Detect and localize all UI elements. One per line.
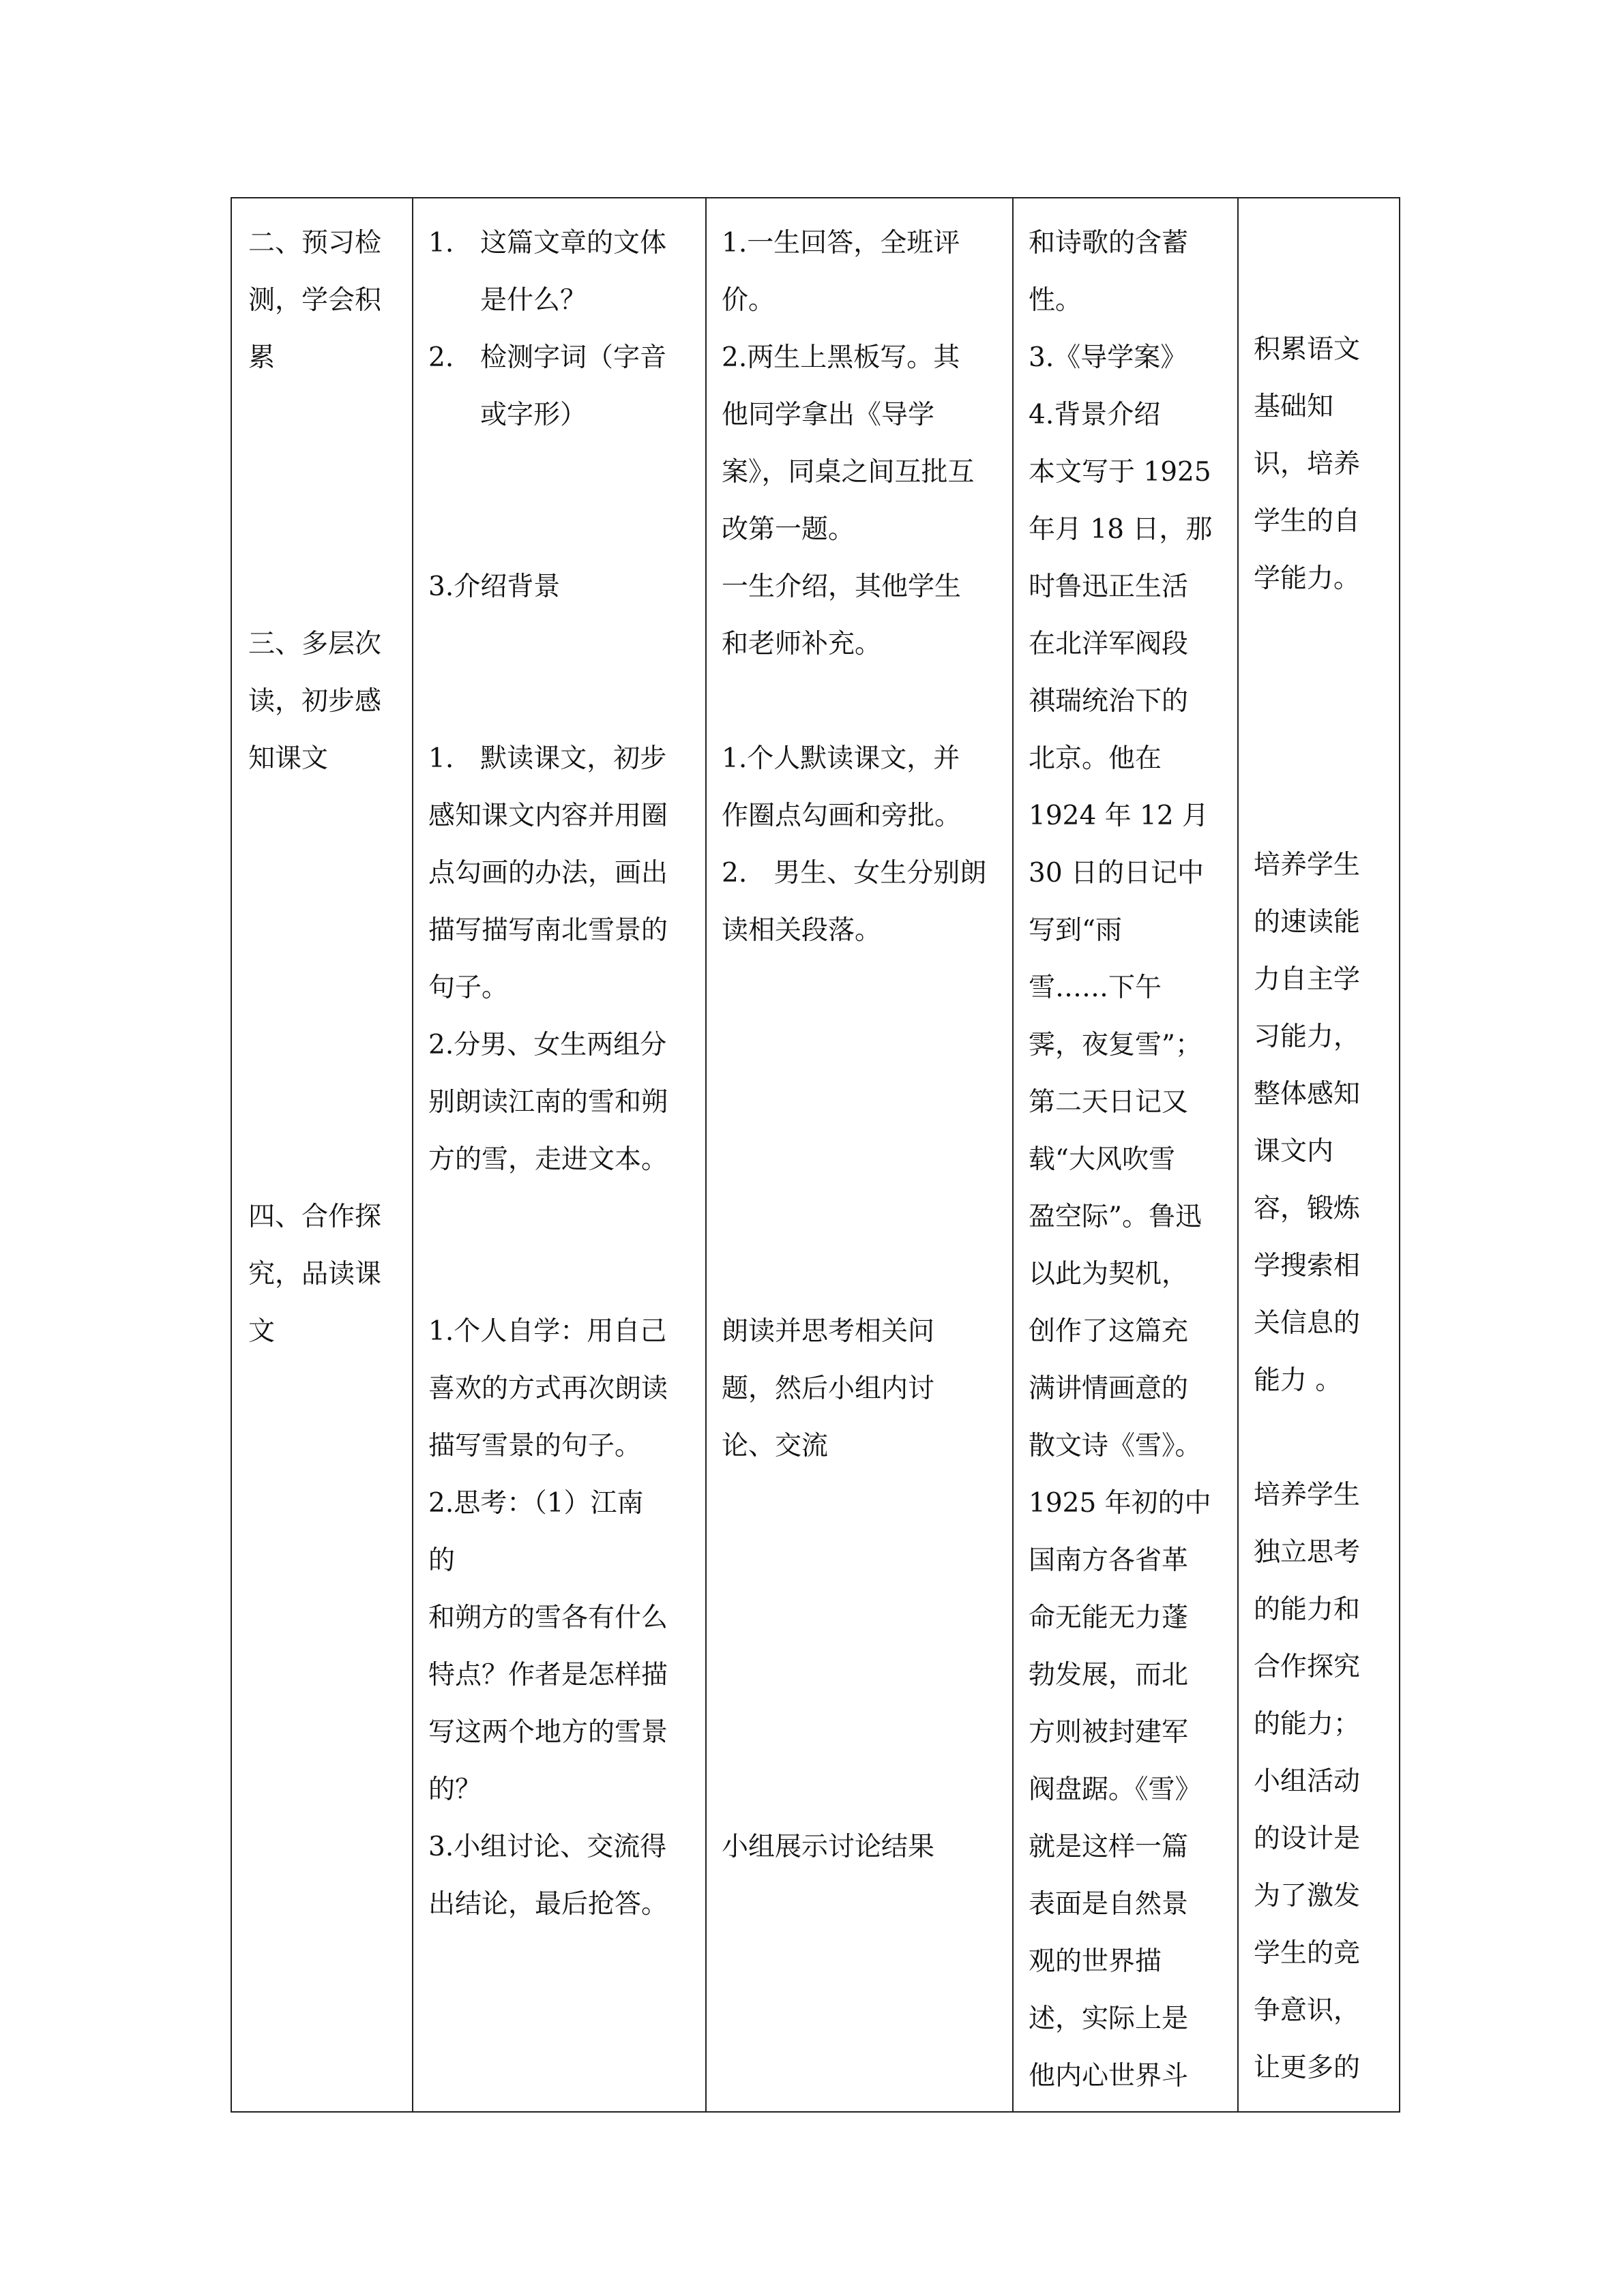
background-line: 以此为契机， [1029, 1259, 1189, 1289]
intent-line: 能力 。 [1254, 1365, 1342, 1396]
activity-line: 的 [428, 1545, 456, 1576]
stage-heading: 测，学会积 [248, 285, 382, 316]
background-line: 表面是自然景 [1029, 1889, 1189, 1920]
stage-heading: 三、多层次 [248, 629, 382, 659]
activity-line: 别朗读江南的雪和朔 [428, 1087, 668, 1118]
background-line: 国南方各省革 [1029, 1545, 1189, 1576]
background-line: 散文诗《雪》。 [1029, 1431, 1202, 1461]
intent-line: 识，培养 [1254, 449, 1361, 479]
stage-heading: 知课文 [248, 743, 329, 774]
activity-line: 描写雪景的句子。 [428, 1431, 642, 1461]
activity-line: 2.思考：（1）江南 [428, 1488, 644, 1519]
activity-line: 出结论，最后抢答。 [428, 1889, 668, 1920]
activity-line: 点勾画的办法，画出 [428, 858, 668, 889]
background-line: 1924 年 12 月 [1029, 801, 1209, 831]
intent-line: 独立思考 [1254, 1537, 1361, 1568]
student-line: 论、交流 [722, 1431, 829, 1461]
student-line: 价。 [722, 285, 776, 316]
intent-line: 基础知 [1254, 391, 1334, 422]
student-line: 案》，同桌之间互批互 [722, 457, 975, 488]
background-line: 3.《导学案》 [1029, 342, 1187, 373]
intent-line: 的能力； [1254, 1709, 1361, 1740]
background-line: 满讲情画意的 [1029, 1373, 1189, 1404]
activity-line: 是什么？ [480, 285, 587, 316]
student-line: 2.两生上黑板写。其 [722, 342, 960, 373]
background-line: 年月 18 日，那 [1029, 514, 1213, 545]
stage-column [248, 215, 381, 1360]
student-line: 1.个人默读课文，并 [722, 743, 960, 774]
teacher-activity-column [428, 215, 668, 1933]
stage-heading: 读，初步感 [248, 686, 382, 717]
activity-line: 方的雪，走进文本。 [428, 1144, 668, 1175]
background-line: 载“大风吹雪 [1029, 1144, 1175, 1175]
activity-line: 特点？作者是怎样描 [428, 1660, 668, 1690]
activity-line: 2. 检测字词（字音 [428, 342, 667, 373]
activity-line: 感知课文内容并用圈 [428, 801, 668, 831]
activity-line: 句子。 [428, 972, 509, 1003]
background-line: 时鲁迅正生活 [1029, 571, 1189, 602]
student-line: 一生介绍，其他学生 [722, 571, 962, 602]
intent-line: 让更多的 [1254, 2053, 1361, 2083]
activity-line: 描写描写南北雪景的 [428, 915, 668, 946]
activity-line: 2.分男、女生两组分 [428, 1030, 667, 1060]
intent-line: 培养学生 [1254, 850, 1361, 880]
background-line: 和诗歌的含蓄 [1029, 228, 1189, 258]
design-intent-column [1254, 321, 1360, 2097]
background-line: 霁，夜复雪”； [1029, 1030, 1202, 1060]
student-line: 和老师补充。 [722, 629, 882, 659]
intent-line: 的设计是 [1254, 1823, 1361, 1854]
background-line: 创作了这篇充 [1029, 1316, 1189, 1347]
activity-line: 1.个人自学：用自己 [428, 1316, 667, 1347]
intent-line: 的速读能 [1254, 907, 1361, 938]
activity-line: 1. 这篇文章的文体 [428, 228, 667, 258]
intent-line: 培养学生 [1254, 1480, 1361, 1510]
background-line: 北京。他在 [1029, 743, 1162, 774]
background-line: 30 日的日记中 [1029, 858, 1205, 889]
background-line: 命无能无力蓬 [1029, 1602, 1189, 1633]
activity-line: 或字形） [480, 400, 587, 430]
background-line: 在北洋军阀段 [1029, 629, 1189, 659]
intent-line: 为了激发 [1254, 1881, 1361, 1911]
stage-heading: 四、合作探 [248, 1202, 382, 1232]
intent-line: 的能力和 [1254, 1594, 1361, 1625]
column-divider [1012, 198, 1014, 2111]
column-divider [412, 198, 413, 2111]
intent-line: 学生的自 [1254, 506, 1361, 537]
intent-line: 学能力。 [1254, 563, 1361, 594]
student-line: 2. 男生、女生分别朗 [722, 858, 987, 889]
activity-line: 的？ [428, 1774, 482, 1805]
intent-line: 合作探究 [1254, 1652, 1361, 1682]
student-line: 读相关段落。 [722, 915, 882, 946]
background-line: 写到“雨 [1029, 915, 1122, 946]
activity-line: 和朔方的雪各有什么 [428, 1602, 668, 1633]
stage-heading: 究，品读课 [248, 1259, 382, 1289]
background-column [1029, 215, 1212, 2105]
student-line: 1.一生回答，全班评 [722, 228, 960, 258]
activity-line: 喜欢的方式再次朗读 [428, 1373, 668, 1404]
background-line: 1925 年初的中 [1029, 1488, 1211, 1519]
intent-line: 习能力， [1254, 1022, 1361, 1052]
column-divider [1237, 198, 1239, 2111]
intent-line: 小组活动 [1254, 1766, 1361, 1797]
stage-heading: 文 [248, 1316, 276, 1347]
student-line: 题，然后小组内讨 [722, 1373, 935, 1404]
activity-line: 1. 默读课文，初步 [428, 743, 667, 774]
intent-line: 学搜索相 [1254, 1251, 1361, 1281]
student-activity-column [722, 215, 986, 1876]
activity-line: 3.介绍背景 [428, 571, 561, 602]
background-line: 本文写于 1925 [1029, 457, 1211, 488]
stage-heading: 二、预习检 [248, 228, 382, 258]
intent-line: 力自主学 [1254, 964, 1361, 995]
student-line: 作圈点勾画和旁批。 [722, 801, 962, 831]
column-divider [705, 198, 707, 2111]
student-line: 改第一题。 [722, 514, 855, 545]
background-line: 述，实际上是 [1029, 2003, 1189, 2034]
intent-line: 关信息的 [1254, 1308, 1361, 1339]
background-line: 观的世界描 [1029, 1946, 1162, 1977]
background-line: 阀盘踞。《雪》 [1029, 1774, 1202, 1805]
background-line: 雪……下午 [1029, 972, 1162, 1003]
student-line: 朗读并思考相关问 [722, 1316, 935, 1347]
intent-line: 积累语文 [1254, 334, 1361, 365]
lesson-plan-table [231, 197, 1400, 2113]
background-line: 4.背景介绍 [1029, 400, 1161, 430]
activity-line: 3.小组讨论、交流得 [428, 1832, 667, 1862]
background-line: 他内心世界斗 [1029, 2061, 1189, 2091]
background-line: 方则被封建军 [1029, 1717, 1189, 1748]
background-line: 就是这样一篇 [1029, 1832, 1189, 1862]
student-line: 小组展示讨论结果 [722, 1832, 935, 1862]
activity-line: 写这两个地方的雪景 [428, 1717, 668, 1748]
background-line: 第二天日记又 [1029, 1087, 1189, 1118]
intent-line: 整体感知 [1254, 1079, 1361, 1109]
intent-line: 容，锻炼 [1254, 1193, 1361, 1224]
stage-heading: 累 [248, 342, 276, 373]
background-line: 盈空际”。鲁迅 [1029, 1202, 1202, 1232]
student-line: 他同学拿出《导学 [722, 400, 935, 430]
intent-line: 争意识， [1254, 1995, 1361, 2026]
background-line: 祺瑞统治下的 [1029, 686, 1189, 717]
background-line: 勃发展，而北 [1029, 1660, 1189, 1690]
background-line: 性。 [1029, 285, 1082, 316]
intent-line: 课文内 [1254, 1136, 1334, 1167]
intent-line: 学生的竞 [1254, 1938, 1361, 1969]
